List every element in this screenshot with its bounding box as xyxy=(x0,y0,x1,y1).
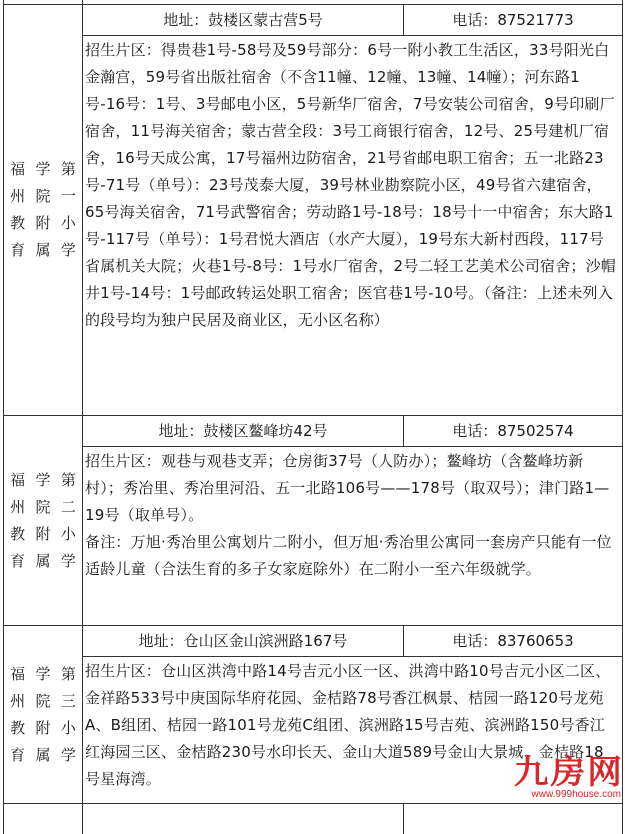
main-cell xyxy=(83,804,623,834)
school-name-cell xyxy=(3,626,83,803)
note-text: 备注：万旭·秀冶里公寓划片二附小，但万旭·秀冶里公寓同一套房产只能有一位适龄儿童（合法生育的多子女家庭除外）在二附小一至六年级就学。 xyxy=(85,533,612,578)
school-zone-table xyxy=(3,0,623,834)
address-cell: 地址：鼓楼区鳌峰坊42号 xyxy=(83,416,404,446)
contact-row xyxy=(83,5,622,36)
school-name-line: 福州教育 xyxy=(10,470,26,570)
zone-text: 招生片区：仓山区洪湾中路14号吉元小区一区、洪湾中路10号吉元小区二区、金祥路533号中庚国际华府花园、金桔路78号香江枫景、桔园一路120号龙苑A、B组团、桔园一路101号龙苑C组团、滨洲路15号吉苑、滨洲路150号香江红海园三区、金桔路230号水印长天、金山大道589号金山大景城、金桔路18号星海湾。 xyxy=(85,662,611,788)
school-name-cell xyxy=(3,416,83,625)
watermark-logo: 九房网 xyxy=(513,752,624,791)
table-row-partial-bottom xyxy=(3,803,623,834)
watermark-url: www.999house.com xyxy=(531,789,621,800)
zone-text: 招生片区：观巷与观巷支弄；仓房街37号（人防办）；鳌峰坊（含鳌峰坊新村）；秀冶里、秀冶里河沿、五一北路106号——178号（取双号）；津门路1—19号（取单号）。 xyxy=(85,452,610,524)
contact-row xyxy=(83,416,622,447)
school-name-line: 第一小学 xyxy=(60,160,76,259)
school-name-line: 学院附属 xyxy=(35,160,51,259)
school-name-cell xyxy=(3,804,83,834)
address-cell xyxy=(83,804,404,834)
school-name-line: 第二小学 xyxy=(60,470,76,570)
phone-cell: 电话：87521773 xyxy=(452,11,574,29)
contact-row xyxy=(83,626,622,657)
school-name-line: 福州教育 xyxy=(10,664,26,764)
table-row-school-1 xyxy=(3,4,623,415)
school-name-cell xyxy=(3,5,83,415)
contact-row xyxy=(83,804,622,834)
school-info-cell xyxy=(83,416,623,625)
address-cell: 地址：仓山区金山滨洲路167号 xyxy=(83,626,404,656)
school-info-cell xyxy=(83,5,623,415)
table-row-school-2 xyxy=(3,415,623,625)
school-name-line: 学院附属 xyxy=(35,470,51,570)
school-name-line: 福州教育 xyxy=(10,160,26,259)
site-watermark xyxy=(503,752,624,801)
phone-cell: 电话：83760653 xyxy=(452,632,574,650)
zone-text: 招生片区：得贵巷1号-58号及59号部分：6号一附小教工生活区，33号阳光白金瀚宫，59号省出版社宿舍（不含11幢、12幢、13幢、14幢）；河东路1号-16号：1号、3号邮电小区，5号新华厂宿舍，7号安装公司宿舍，9号印刷厂宿舍，11号海关宿舍；蒙古营全段：3号工商银行宿舍，12号、25号建机厂宿舍，16号天成公寓，17号福州边防宿舍，21号省邮电职工宿舍；五一北路23号-71号（单号）：23号茂泰大厦，39号林业勘察院小区，49号省六建宿舍，65号海关宿舍，71号武警宿舍；劳动路1号-18号：18号十一中宿舍；东大路1号-117号（单号）：1号君悦大酒店（水产大厦），19号东大新村西段，117号省属机关大院；火巷1号-8号：1号水厂宿舍，2号二轻工艺美术公司宿舍；沙帽井1号-14号：1号邮政转运处职工宿舍；医官巷1号-10号。（备注：上述未列入的段号均为独户民居及商业区，无小区名称） xyxy=(85,41,616,329)
phone-cell xyxy=(404,804,622,834)
school-name-line: 第三小学 xyxy=(60,664,76,764)
phone-cell: 电话：87502574 xyxy=(452,422,574,440)
address-cell: 地址：鼓楼区蒙古营5号 xyxy=(83,5,404,35)
school-name-line: 学院附属 xyxy=(35,664,51,764)
